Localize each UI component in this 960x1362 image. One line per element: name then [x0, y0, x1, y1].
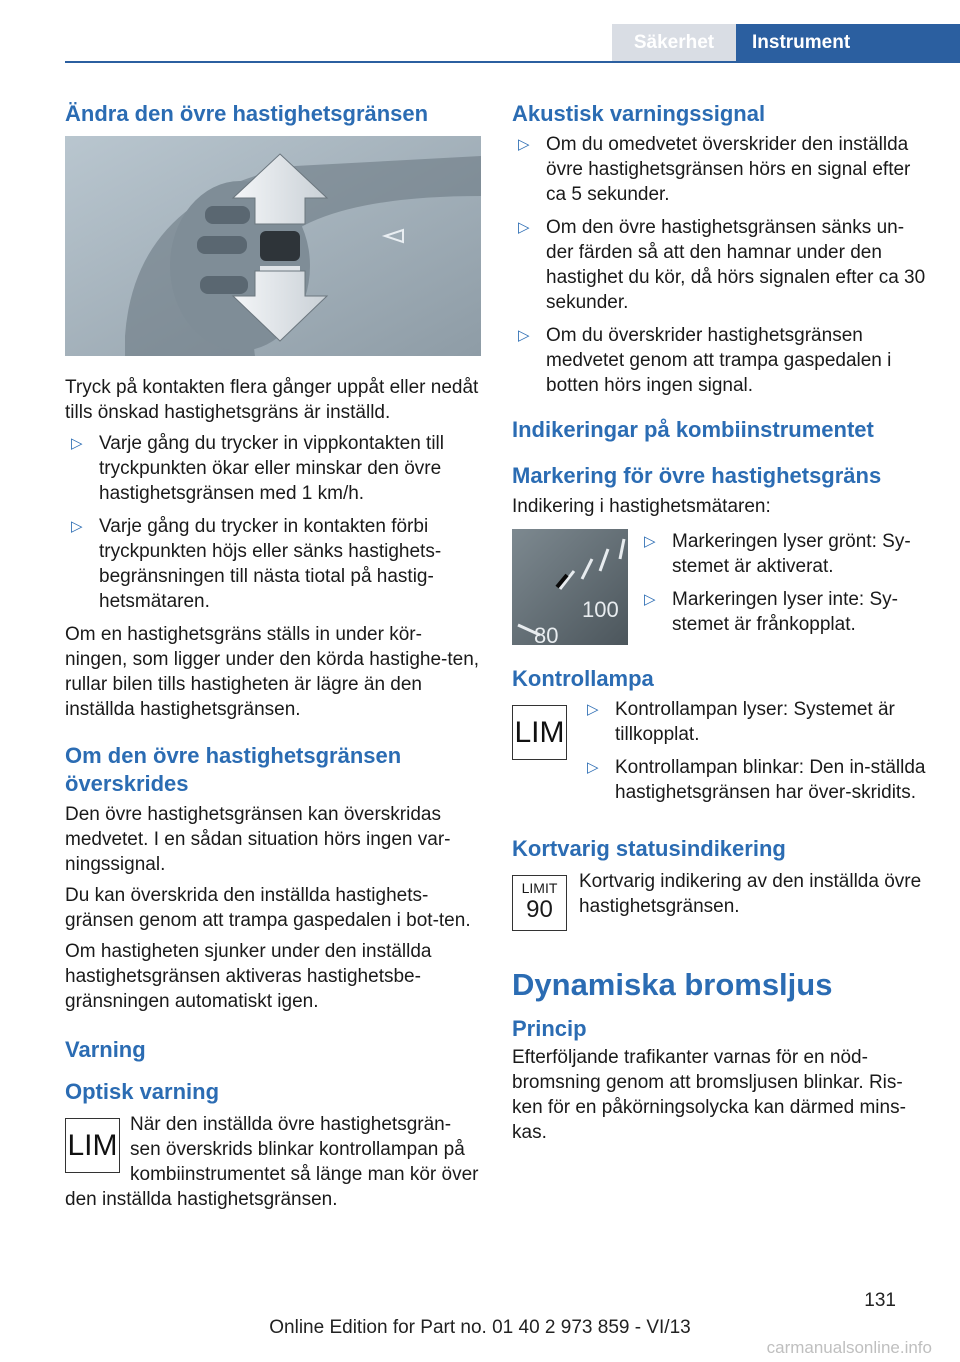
paragraph-exceed-3: Om hastigheten sjunker under den inställda hastighetsgränsen aktiveras hastighetsbe-gränsningen automatiskt igen.: [65, 941, 432, 1012]
lim-indicator-icon: LIM: [65, 1118, 120, 1173]
triangle-bullet-icon: ▷: [518, 219, 530, 236]
marking-block: [512, 529, 930, 645]
heading-principle: Princip: [512, 1016, 587, 1041]
triangle-bullet-icon: ▷: [71, 518, 83, 535]
limit-icon-label: LIMIT: [521, 880, 558, 896]
page-number: 131: [864, 1290, 896, 1311]
paragraph-short-status: Kortvarig indikering av den inställda övre hastighetsgränsen.: [579, 871, 922, 917]
paragraph-optical: När den inställda övre hastighetsgrän-sen överskrids blinkar kontrollampan på kombiinstrumentet så länge man kör över den inställda hastighetsgränsen.: [65, 1114, 479, 1210]
triangle-bullet-icon: ▷: [518, 327, 530, 344]
heading-indications: Indikeringar på kombiinstrumentet: [512, 417, 874, 442]
heading-exceeded: Om den övre hastighetsgränsen överskrides: [65, 743, 402, 796]
heading-marking: Markering för övre hastighetsgräns: [512, 463, 882, 488]
left-column: [65, 100, 481, 1218]
triangle-bullet-icon: ▷: [644, 591, 656, 608]
list-marking: [638, 529, 930, 645]
heading-short-status: Kortvarig statusindikering: [512, 836, 786, 861]
limit-icon-value: 90: [526, 896, 553, 923]
steering-wheel-photo: [65, 136, 481, 356]
speedo-label-80: 80: [534, 623, 559, 645]
speedo-label-100: 100: [582, 597, 619, 622]
triangle-bullet-icon: ▷: [71, 435, 83, 452]
list-item: ▷ Varje gång du trycker in kontakten förbi tryckpunkten höjs eller sänks hastighets-begränsningen till nästa tiotal på hastig-hetsmätaren.: [71, 516, 442, 612]
list-item: ▷ Markeringen lyser grönt: Sy-stemet är aktiverat.: [644, 531, 911, 577]
speedometer-image: [512, 529, 628, 645]
list-item: ▷ Varje gång du trycker in vippkontakten till tryckpunkten ökar eller minskar den övre hastighetsgränsen med 1 km/h.: [71, 433, 444, 504]
edition-footer: Online Edition for Part no. 01 40 2 973 859 - VI/13: [269, 1317, 691, 1338]
list-item: ▷ Om den övre hastighetsgränsen sänks un-der färden så att den hamnar under den hastighet du kör, då hörs signalen efter ca 30 sekunder.: [518, 217, 926, 313]
list-acoustic: [512, 132, 930, 398]
list-item: ▷ Kontrollampan lyser: Systemet är tillkopplat.: [587, 699, 895, 745]
heading-change-limit: Ändra den övre hastighetsgränsen: [65, 101, 429, 126]
tab-sakerhet[interactable]: Säkerhet: [612, 24, 736, 61]
triangle-bullet-icon: ▷: [587, 759, 599, 776]
heading-optical: Optisk varning: [65, 1079, 220, 1104]
paragraph-marking: Indikering i hastighetsmätaren:: [512, 496, 771, 517]
watermark: carmanualsonline.info: [766, 1338, 932, 1357]
tab-instrument[interactable]: Instrument: [736, 24, 960, 61]
paragraph-exceed-1: Den övre hastighetsgränsen kan överskridas medvetet. I en sådan situation hörs ingen var-ningssignal.: [65, 804, 451, 875]
paragraph-press: Tryck på kontakten flera gånger uppåt eller nedåt tills önskad hastighetsgräns är inställd.: [65, 377, 479, 423]
header-line: [65, 61, 960, 63]
paragraph-principle: Efterföljande trafikanter varnas för en nöd-bromsning genom att bromsljusen blinkar. Ris-ken för en påkörningsolycka kan därmed mins-kas.: [512, 1047, 906, 1143]
limit-90-icon: [512, 875, 567, 931]
triangle-bullet-icon: ▷: [644, 533, 656, 550]
list-item: ▷ Markeringen lyser inte: Sy-stemet är frånkopplat.: [644, 589, 898, 635]
list-press-steps: [65, 431, 481, 614]
lim-lamp-icon: LIM: [512, 705, 567, 760]
triangle-bullet-icon: ▷: [518, 136, 530, 153]
triangle-bullet-icon: ▷: [587, 701, 599, 718]
heading-dynamic-brake: Dynamiska bromsljus: [512, 967, 833, 1002]
list-item: ▷ Kontrollampan blinkar: Den in-ställda hastighetsgränsen har över-skridits.: [587, 757, 926, 803]
heading-acoustic: Akustisk varningssignal: [512, 101, 766, 126]
right-column: [512, 100, 930, 1151]
list-lamp: [581, 697, 930, 813]
short-status-block: [512, 869, 930, 931]
paragraph-under: Om en hastighetsgräns ställs in under kör-ningen, som ligger under den körda hastighe-ten, rullar bilen tills hastigheten är lägre än den inställda hastighetsgränsen.: [65, 624, 480, 720]
list-item: ▷ Om du omedvetet överskrider den inställda övre hastighetsgränsen hörs en signal efter ca 5 sekunder.: [518, 134, 911, 205]
heading-warning: Varning: [65, 1037, 146, 1062]
heading-lamp: Kontrollampa: [512, 666, 654, 691]
lamp-block: [512, 697, 930, 813]
paragraph-exceed-2: Du kan överskrida den inställda hastighets-gränsen genom att trampa gaspedalen i bot-ten.: [65, 885, 471, 931]
list-item: ▷ Om du överskrider hastighetsgränsen medvetet genom att trampa gaspedalen i botten hörs ingen signal.: [518, 325, 892, 396]
optical-warning-block: [65, 1112, 481, 1212]
